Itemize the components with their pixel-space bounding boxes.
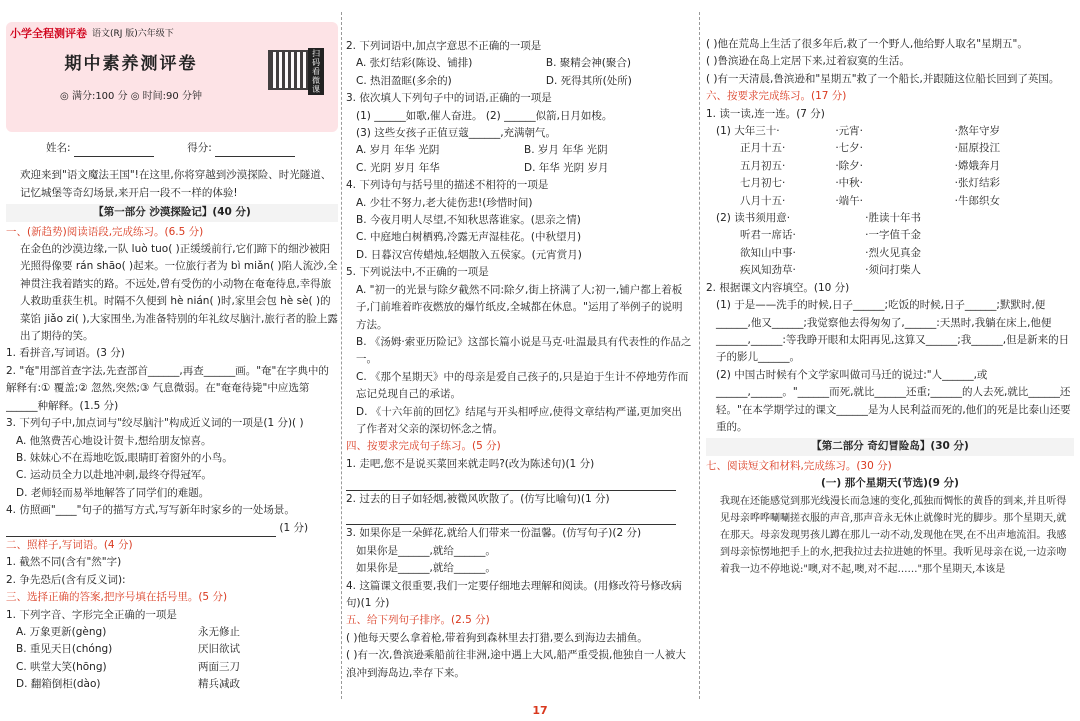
answer-line[interactable]: [346, 473, 692, 490]
question: 2. 过去的日子如轻烟,被微风吹散了。(仿写比喻句)(1 分): [346, 492, 610, 505]
option[interactable]: D. 翻箱倒柜(dào): [16, 678, 101, 691]
question: 4. 这篇课文很重要,我们一定要仔细地去理解和阅读。(用修改符号修改病句)(1 分): [346, 579, 682, 609]
fill-passage[interactable]: (1) 于是——洗手的时候,日子______;吃饭的时候,日子______;默默时,便______,他又______;我觉察他去得匆匆了,______:天黑时,我躺在床上,他便______,______:等我睁开眼和太阳再见,这算又______;我______,但是新来的日子的影儿______。: [716, 299, 1070, 364]
question: 1. 看拼音,写词语。(3 分): [6, 347, 125, 360]
name-label: 姓名:: [46, 142, 71, 154]
question: 1. 走吧,您不是说买菜回来就走吗?(改为陈述句)(1 分): [346, 457, 595, 470]
option[interactable]: A. 岁月 年华 光阴: [356, 144, 440, 157]
option-grid: [346, 55, 692, 90]
section-title: 七、阅读短文和材料,完成练习。(30 分): [706, 459, 892, 472]
match-mid[interactable]: ·元宵·: [835, 125, 864, 138]
question: 1. 截然不同(含有"然"字): [6, 556, 122, 569]
match-left[interactable]: 八月十五·: [740, 194, 786, 207]
fill-sentence[interactable]: 如果你是______,就给______。: [356, 562, 496, 575]
option[interactable]: B. 今夜月明人尽望,不知秋思落谁家。(思亲之情): [356, 214, 581, 227]
qr-tag: 扫码看微课: [308, 48, 324, 95]
option[interactable]: A. "初一的光景与除夕截然不同:除夕,街上挤满了人;初一,铺户都上着板子,门前堆着昨夜燃放的爆竹纸皮,全城都在休息。"运用了举例子的说明方法。: [356, 283, 683, 331]
matching-grid: [706, 123, 1074, 210]
section-title: 一、(新趋势)阅读语段,完成练习。(6.5 分): [6, 225, 204, 238]
question-score: (1 分): [279, 521, 309, 534]
question: 3. 依次填人下列句子中的词语,正确的一项是: [346, 92, 552, 105]
part-heading: 【第二部分 奇幻冒险岛】(30 分): [706, 438, 1074, 455]
match-right[interactable]: ·熬年守岁: [954, 125, 1000, 138]
option[interactable]: D. 死得其所(处所): [545, 74, 632, 87]
name-score-row: [46, 140, 338, 157]
option-grid: [346, 142, 692, 177]
match-right[interactable]: ·屈原投江: [954, 142, 1000, 155]
column-middle: [346, 0, 692, 701]
option[interactable]: C. 热泪盈眶(多余的): [356, 74, 452, 87]
match-mid[interactable]: ·除夕·: [835, 159, 864, 172]
match-left[interactable]: (2) 读书须用意·: [716, 212, 791, 225]
column-divider: [341, 12, 342, 699]
option-word: 精兵减政: [198, 678, 240, 691]
section-title: 三、选择正确的答案,把序号填在括号里。(5 分): [6, 591, 228, 604]
option[interactable]: C. 运动员全力以赴地冲刺,最终夺得冠军。: [16, 469, 212, 482]
question: 2. 下列词语中,加点字意思不正确的一项是: [346, 40, 542, 52]
sort-item[interactable]: ( )鲁滨逊在岛上定居下来,过着寂寞的生活。: [706, 55, 910, 68]
question: 4. 仿照画"____"句子的描写方式,写写新年时家乡的一处场景。: [6, 504, 295, 517]
option[interactable]: A. 他煞费苦心地设计贺卡,想给朋友惊喜。: [16, 434, 212, 447]
question: 2. 根据课文内容填空。(10 分): [706, 281, 850, 294]
option-word: 厌旧欲试: [198, 643, 240, 656]
page-number: 17: [532, 704, 548, 717]
question: 3. 下列句子中,加点词与"绞尽脑汁"构成近义词的一项是(1 分)( ): [6, 417, 304, 430]
match-mid[interactable]: ·端午·: [835, 194, 864, 207]
option[interactable]: D. 《十六年前的回忆》结尾与开头相呼应,使得文章结构严谨,更加突出了作者对父亲的深切怀念之情。: [356, 405, 682, 435]
column-left: [6, 0, 338, 701]
match-right[interactable]: ·须问打柴人: [865, 264, 921, 277]
option[interactable]: C. 光阴 岁月 年华: [356, 161, 440, 174]
fill-passage[interactable]: (2) 中国古时候有个文学家叫做司马迁的说过:"人______,或______,______。"______而死,就比______还重;______的人去死,就比______还轻。"在本学期学过的课文______是为人民利益而死的,他们的死是比泰山还要重的。: [716, 368, 1071, 433]
match-right[interactable]: ·张灯结彩: [954, 177, 1000, 190]
brand-logo: 小学全程测评卷: [10, 27, 87, 40]
answer-line[interactable]: [6, 520, 338, 537]
option[interactable]: A. 少壮不努力,老大徒伤悲!(珍惜时间): [356, 196, 533, 209]
sentence: (1) ______如歌,催人奋进。 (2) ______似箭,日月如梭。: [356, 109, 613, 122]
option[interactable]: D. 老师轻而易举地解答了同学们的难题。: [16, 486, 210, 499]
option[interactable]: C. 中庭地白树栖鸦,冷露无声湿桂花。(中秋望月): [356, 231, 582, 244]
section-title: 六、按要求完成练习。(17 分): [706, 90, 847, 103]
qr-code-icon: [268, 50, 308, 90]
match-left[interactable]: 听君一席话·: [740, 229, 796, 242]
sub-title: (一) 那个星期天(节选)(9 分): [821, 477, 959, 490]
column-divider: [699, 12, 700, 699]
option-word: 永无修止: [198, 625, 240, 638]
matching-grid: [706, 210, 1074, 280]
match-left[interactable]: 五月初五·: [740, 159, 786, 172]
match-right[interactable]: ·烈火见真金: [865, 246, 921, 259]
part-heading: 【第一部分 沙漠探险记】(40 分): [6, 204, 338, 221]
option[interactable]: D. 日暮汉宫传蜡烛,轻烟散入五侯家。(元宵赏月): [356, 248, 582, 261]
match-left[interactable]: 七月初七·: [740, 177, 786, 190]
question: 5. 下列说法中,不正确的一项是: [346, 266, 489, 279]
option[interactable]: A. 万象更新(gèng): [16, 625, 107, 638]
section-title: 二、照样子,写词语。(4 分): [6, 538, 133, 551]
sort-item[interactable]: ( )有一天清晨,鲁滨逊和"星期五"救了一个船长,并跟随这位船长回到了英国。: [706, 72, 1060, 85]
option[interactable]: B. 妹妹心不在焉地吃饭,眼睛盯着窗外的小鸟。: [16, 451, 233, 464]
section-title: 五、给下列句子排序。(2.5 分): [346, 614, 490, 627]
sort-item[interactable]: ( )他每天要么拿着枪,带着狗到森林里去打猎,要么到海边去捕鱼。: [346, 631, 648, 644]
match-right[interactable]: ·嫦娥奔月: [954, 159, 1000, 172]
match-right[interactable]: ·胜读十年书: [865, 212, 921, 225]
question: 4. 下列诗句与括号里的描述不相符的一项是: [346, 179, 549, 192]
fill-sentence[interactable]: 如果你是______,就给______。: [356, 544, 496, 557]
exam-info: ◎ 满分:100 分 ◎ 时间:90 分钟: [60, 91, 202, 102]
match-right[interactable]: ·一字值千金: [865, 229, 921, 242]
match-left[interactable]: 正月十五·: [740, 142, 786, 155]
sort-item[interactable]: ( )有一次,鲁滨逊乘船前往非洲,途中遇上大风,船严重受损,他独自一人被大浪冲到海岛边,幸存下来。: [346, 649, 686, 679]
page-title: 期中素养测评卷: [64, 54, 198, 74]
intro-text: 欢迎来到"语文魔法王国"!在这里,你将穿越到沙漠探险、时光隧道、记忆城堡等奇幻场景,来开启一段不一样的体验!: [20, 169, 332, 199]
score-field[interactable]: [215, 144, 295, 157]
question: 1. 下列字音、字形完全正确的一项是: [6, 608, 177, 621]
option[interactable]: D. 年华 光阴 岁月: [524, 161, 609, 174]
score-label: 得分:: [187, 142, 212, 154]
subject-label: 语文(RJ 版)六年级下: [92, 29, 174, 39]
section-title: 四、按要求完成句子练习。(5 分): [346, 440, 501, 453]
match-left[interactable]: 疾风知劲草·: [740, 264, 796, 277]
option[interactable]: C. 《那个星期天》中的母亲是爱自己孩子的,只是迫于生计不停地劳作而忘记兑现自己的承诺。: [356, 370, 689, 401]
exam-header: [6, 22, 338, 132]
option[interactable]: A. 张灯结彩(陈设、铺排): [356, 57, 473, 70]
option[interactable]: B. 重见天日(chóng): [16, 643, 113, 656]
match-mid[interactable]: ·七夕·: [835, 142, 864, 155]
match-left[interactable]: 欲知山中事·: [740, 246, 796, 259]
question: 3. 如果你是一朵鲜花,就给人们带来一份温馨。(仿写句子)(2 分): [346, 527, 642, 540]
question: 2. 争先恐后(含有反义词):: [6, 573, 126, 586]
sort-item[interactable]: ( )他在荒岛上生活了很多年后,救了一个野人,他给野人取名"星期五"。: [706, 38, 1028, 50]
match-right[interactable]: ·牛郎织女: [954, 194, 1000, 207]
name-field[interactable]: [74, 144, 154, 157]
sentence: (3) 这些女孩子正值豆蔻______,充满朝气。: [356, 127, 557, 140]
passage: 在金色的沙漠边缘,一队 luò tuo( )正缓缓前行,它们蹄下的细沙被阳光照得像要 rán shāo( )起来。一位旅行者为 bì miǎn( )陷人流沙,全神贯注我着踏实的路。不远处,曾有受伤的小动物在奄奄待息,幸得旅人救助重获生机。时隔不久便到 hè nián( )时,家里会包 hè sè( )的菜馅 jiǎo zi( ),大家围坐,为准备特别的年礼纹尽脑汁,旅行者的脸上露出了期待的笑。: [20, 243, 338, 343]
question: 1. 读一读,连一连。(7 分): [706, 107, 825, 120]
option-grid: [6, 624, 338, 694]
option[interactable]: B. 岁月 年华 光阴: [524, 144, 608, 157]
story-text: 我现在还能感觉到那光线漫长而急速的变化,孤独而惆怅的黄昏的到来,并且听得见母亲哗哗唰唰搓衣服的声音,那声音永无休止就像时光的脚步。那个星期天,就在那天。母亲发现男孩儿蹲在那儿一动不动,发现他在哭,在不出声地流泪。我感到母亲惊愣地把手上的水,把我拉过去拉进她的怀里。我听见母亲在说,一边亲吻着我一边不停地说:"噢,对不起,噢,对不起……"那个星期天,本该是: [720, 495, 1067, 575]
column-right: [706, 0, 1074, 701]
option[interactable]: B. 聚精会神(聚合): [545, 57, 631, 70]
match-left[interactable]: (1) 大年三十·: [716, 125, 780, 138]
option[interactable]: B. 《汤姆·索亚历险记》这部长篇小说是马克·吐温最具有代表性的作品之一。: [356, 335, 692, 366]
option-word: 两面三刀: [198, 660, 240, 673]
question: 2. "奄"用部首查字法,先查部首______,再查______画。"奄"在字典中的解释有:① 覆盖;② 忽然,突然;③ 气息微弱。在"奄奄待毙"中应选第______种解释。(1.5 分): [6, 364, 329, 412]
answer-line[interactable]: [346, 508, 692, 525]
match-mid[interactable]: ·中秋·: [835, 177, 864, 190]
option[interactable]: C. 哄堂大笑(hōng): [16, 660, 107, 673]
